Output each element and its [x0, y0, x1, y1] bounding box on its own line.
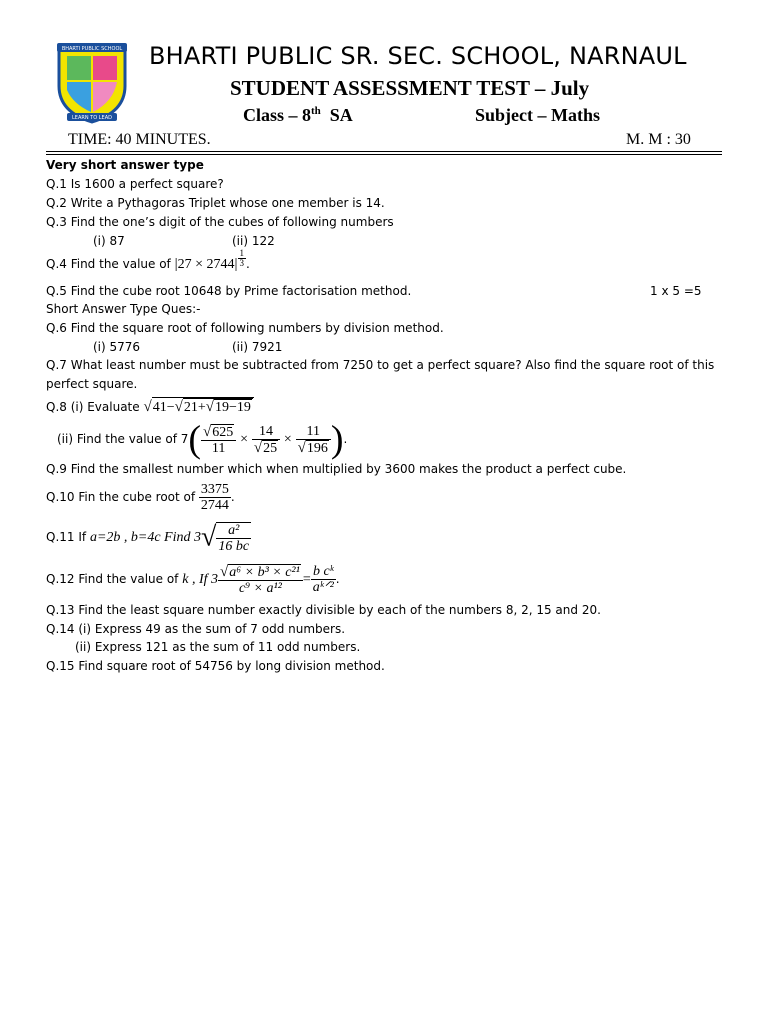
section-marks: 1 x 5 =5	[650, 284, 702, 298]
question-13: Q.13 Find the least square number exactly divisible by each of the numbers 8, 2, 15 and 20.	[46, 603, 601, 617]
time-label: TIME: 40 MINUTES.	[68, 131, 211, 148]
class-label: Class – 8th SA	[243, 105, 353, 125]
logo-top-text: BHARTI PUBLIC SCHOOL	[61, 46, 123, 52]
school-name: BHARTI PUBLIC SR. SEC. SCHOOL, NARNAUL	[149, 42, 687, 70]
question-12: Q.12 Find the value of k , If 3 $\frac{\text{√a⁶ × b³ × c²¹}}{\text{c⁹ × a¹²}}$ = $\frac{\text{b cᵏ}}{\text{aᵏᐟ²}}$ .	[46, 563, 340, 596]
question-9: Q.9 Find the smallest number which when multiplied by 3600 makes the product a perfect cube.	[46, 462, 627, 476]
test-title: STUDENT ASSESSMENT TEST – July	[230, 76, 590, 100]
section-heading-very-short: Very short answer type	[46, 158, 204, 172]
header-divider	[46, 151, 722, 152]
question-3: Q.3 Find the one’s digit of the cubes of following numbers	[46, 215, 394, 229]
question-6-option-ii: (ii) 7921	[232, 340, 283, 354]
question-5: Q.5 Find the cube root 10648 by Prime factorisation method.	[46, 284, 412, 298]
subject-label: Subject – Maths	[475, 105, 600, 125]
question-3-option-i: (i) 87	[93, 234, 125, 248]
question-6-option-i: (i) 5776	[93, 340, 141, 354]
question-14-part-ii: (ii) Express 121 as the sum of 11 odd numbers.	[75, 640, 361, 654]
q4-expression: 27 × 2744	[177, 257, 235, 272]
question-4: Q.4 Find the value of |27 × 2744| $\frac{1}{3}$ .	[46, 248, 250, 272]
header-divider	[46, 154, 722, 155]
question-7-line-2: perfect square.	[46, 377, 138, 391]
question-8-part-ii: (ii) Find the value of 7( $\frac{√625}{11}$ × $\frac{14}{√25}$ × $\frac{11}{√196}$ ).	[57, 418, 348, 461]
question-2: Q.2 Write a Pythagoras Triplet whose one member is 14.	[46, 196, 385, 210]
question-14-part-i: Q.14 (i) Express 49 as the sum of 7 odd numbers.	[46, 622, 346, 636]
school-logo	[55, 42, 129, 124]
max-marks-label: M. M : 30	[626, 131, 691, 148]
question-6: Q.6 Find the square root of following numbers by division method.	[46, 321, 444, 335]
question-1: Q.1 Is 1600 a perfect square?	[46, 177, 224, 191]
logo-ribbon-text: LEARN TO LEAD	[72, 115, 112, 121]
question-3-option-ii: (ii) 122	[232, 234, 275, 248]
question-10: Q.10 Fin the cube root of $\frac{3375}{2744}$ .	[46, 482, 235, 513]
question-15: Q.15 Find square root of 54756 by long division method.	[46, 659, 385, 673]
section-heading-short: Short Answer Type Ques:-	[46, 302, 201, 316]
question-11: Q.11 If a=2b , b=4c Find 3√ $\frac{\text{a²}}{16 bc}$	[46, 521, 250, 554]
question-8-part-i: Q.8 (i) Evaluate √41−√21+√19−19	[46, 397, 254, 415]
question-7-line-1: Q.7 What least number must be subtracted from 7250 to get a perfect square? Also find the square root of this	[46, 358, 715, 372]
